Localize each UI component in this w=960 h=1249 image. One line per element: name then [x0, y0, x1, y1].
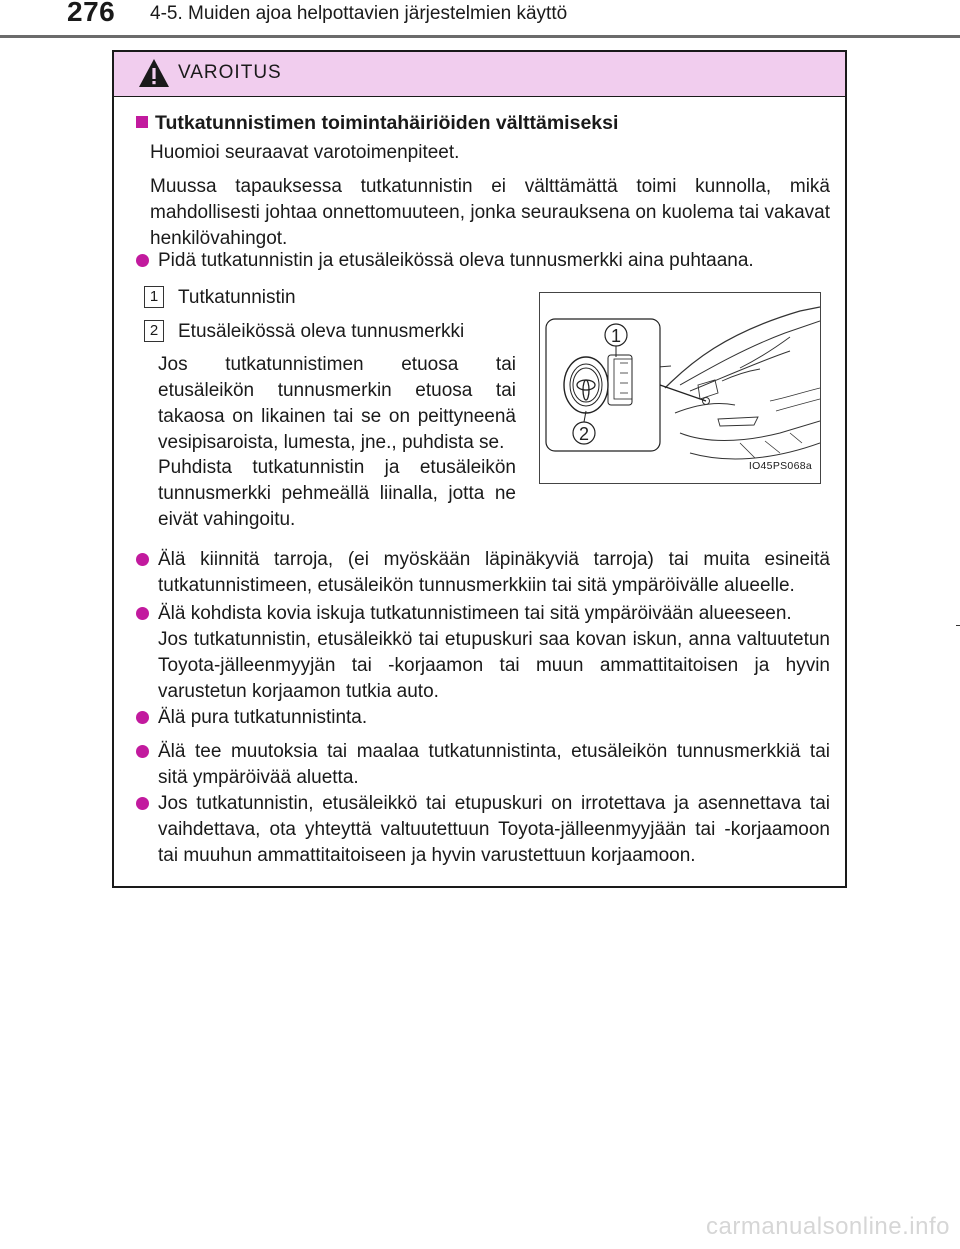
warning-title-text: Tutkatunnistimen toimintahäiriöiden välttämiseksi — [155, 112, 619, 134]
callout-2-label: 2 — [578, 424, 590, 444]
callout-text: Etusäleikössä oleva tunnusmerkki — [178, 321, 465, 342]
bullet-item — [136, 739, 830, 791]
bullet-text: Älä kohdista kovia iskuja tutkatunnistimeen tai sitä ympäröivään alueeseen. — [158, 603, 792, 624]
bullet-item — [136, 705, 830, 731]
bullet-item — [136, 547, 830, 599]
bullet-dot-icon — [136, 797, 149, 810]
watermark: carmanualsonline.info — [706, 1213, 950, 1240]
warning-box — [112, 50, 847, 888]
radar-sensor-figure — [539, 292, 821, 484]
bullet-dot-icon — [136, 711, 149, 724]
bullet-dot-icon — [136, 745, 149, 758]
warning-title — [136, 110, 618, 136]
cleaning-note: Jos tutkatunnistimen etuosa tai etusäleikön tunnusmerkin etuosa tai takaosa on likainen tai se on peittyneenä vesipisaroista, lumesta, jne., puhdista se. — [158, 354, 516, 453]
bullet-text: Älä kiinnitä tarroja, (ei myöskään läpinäkyviä tarroja) tai muita esineitä tutkatunnistimeen, etusäleikön tunnusmerkkiin tai sitä ympäröivälle alueelle. — [158, 549, 830, 596]
square-bullet-icon — [136, 116, 148, 128]
page-number: 276 — [67, 0, 116, 27]
bullet-text: Älä tee muutoksia tai maalaa tutkatunnistinta, etusäleikön tunnusmerkkiä tai sitä ympäröivää aluetta. — [158, 741, 830, 788]
figure-code: IO45PS068a — [748, 460, 812, 472]
bullet-item — [136, 791, 830, 869]
header-rule — [0, 35, 960, 38]
bullet-dot-icon — [136, 553, 149, 566]
intro-text: Huomioi seuraavat varotoimenpiteet. — [150, 142, 460, 163]
page-header — [0, 0, 960, 40]
bullet-note: Jos tutkatunnistin, etusäleikkö tai etupuskuri saa kovan iskun, anna valtuutetun Toyota-jälleenmyyjän tai -korjaamon tai muun ammattitaitoisen ja hyvin varustetun korjaamon tutkia auto. — [158, 629, 830, 702]
bullet-item — [136, 601, 830, 705]
callout-item-1 — [144, 285, 504, 311]
bullet-dot-icon — [136, 607, 149, 620]
bullet-dot-icon — [136, 254, 149, 267]
callout-number: 2 — [144, 320, 164, 342]
cleaning-note: Puhdista tutkatunnistin ja etusäleikön tunnusmerkki pehmeällä liinalla, jotta ne eivät vahingoitu. — [158, 457, 516, 530]
warning-label: VAROITUS — [178, 62, 282, 83]
bullet-text: Pidä tutkatunnistin ja etusäleikössä oleva tunnusmerkki aina puhtaana. — [158, 250, 754, 271]
bullet-text: Jos tutkatunnistin, etusäleikkö tai etupuskuri on irrotettava ja asennettava tai vaihdettava, ota yhteyttä valtuutettuun Toyota-jälleenmyyjään tai -korjaamoon tai muuhun ammattitaitoiseen ja hyvin varustettuun korjaamoon. — [158, 793, 830, 866]
warning-header — [114, 52, 845, 97]
callout-number: 1 — [144, 286, 164, 308]
consequence-text: Muussa tapauksessa tutkatunnistin ei välttämättä toimi kunnolla, mikä mahdollisesti johtaa onnettomuuteen, jonka seurauksena on kuolema tai vakavat henkilövahingot. — [150, 176, 830, 249]
callout-1-label: 1 — [610, 326, 622, 346]
bullet-item — [136, 248, 830, 274]
section-title: 4-5. Muiden ajoa helpottavien järjestelmien käyttö — [150, 3, 568, 24]
warning-triangle-icon — [138, 58, 170, 88]
callout-text: Tutkatunnistin — [178, 287, 296, 308]
callout-item-2 — [144, 319, 504, 345]
bullet-text: Älä pura tutkatunnistinta. — [158, 707, 368, 728]
margin-tick — [956, 625, 960, 626]
